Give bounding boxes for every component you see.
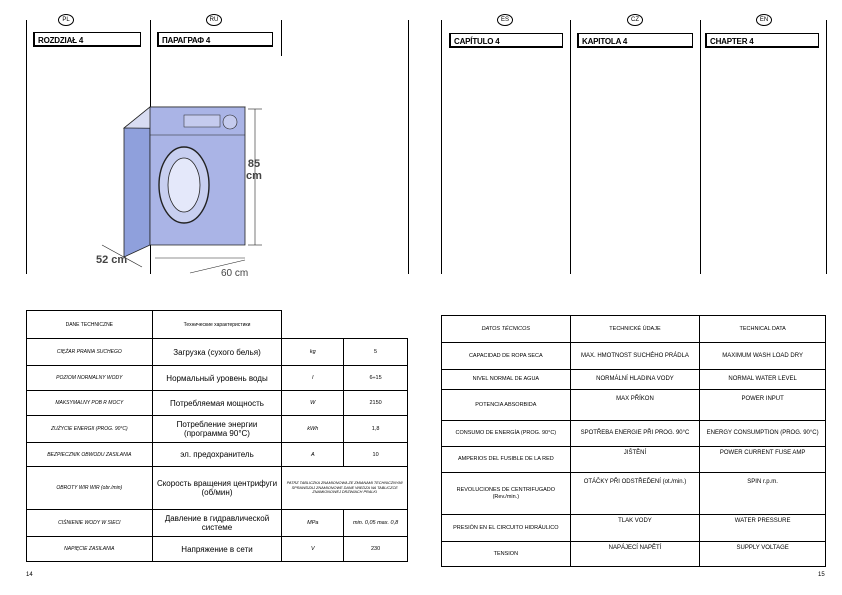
row-label-es: POTENCIA ABSORBIDA (442, 390, 571, 421)
program-knob (223, 115, 237, 129)
chapter-title-ru: ПАРАГРАФ 4 (157, 32, 273, 47)
technical-data-table-es-cz-en (441, 315, 826, 567)
technical-data-table-pl-ru (26, 310, 408, 562)
spin-rating-plate-note: PATRZ TABLICZKA ZNAMIONOWA ZE ZMIANAMI TECHNICZNYMI SPRAWDZAJ ZNAMIONOWE DANE WIEDZA NA TABLICZCE ZNAMIONOWEJ DRZWIACH PRALKI (282, 467, 408, 510)
row-label-ru: Нормальный уровень воды (152, 366, 282, 391)
row-label-pl: CIĘŻAR PRANIA SUCHEGO (27, 339, 153, 366)
row-label-en: POWER INPUT (700, 390, 826, 421)
height-dimension-label: 85 cm (246, 158, 262, 182)
chapter-title-cz: KAPITOLA 4 (577, 33, 693, 48)
row-label-en: SUPPLY VOLTAGE (700, 542, 826, 567)
row-label-es: CAPACIDAD DE ROPA SECA (442, 343, 571, 370)
row-label-es: PRESIÓN EN EL CIRCUITO HIDRÁULICO (442, 515, 571, 542)
lang-badge-cz: CZ (627, 14, 643, 26)
table-row (442, 390, 826, 421)
row-label-es: CONSUMO DE ENERGÍA (PROG. 90°C) (442, 421, 571, 447)
depth-dimension-label: 52 cm (96, 254, 128, 266)
row-label-pl: BEZPIECZNIK OBWODU ZASILANIA (27, 443, 153, 467)
row-unit: l (282, 366, 344, 391)
row-label-ru: Потребляемая мощность (152, 391, 282, 416)
row-label-cz: OTÁČKY PŘI ODSTŘEĎENÍ (ot./min.) (570, 473, 700, 515)
row-label-pl: NAPIĘCIE ZASILANIA (27, 537, 153, 562)
table-row (27, 391, 408, 416)
header-pl: DANE TECHNICZNE (27, 311, 153, 339)
width-dimension-label: 60 cm (221, 268, 249, 279)
row-label-cz: SPOTŘEBA ENERGIE PŘI PROG. 90°C (570, 421, 700, 447)
row-value: 6÷15 (344, 366, 408, 391)
row-unit: kWh (282, 416, 344, 443)
row-label-ru: Скорость вращения центрифуги (об/мин) (152, 467, 282, 510)
lang-badge-ru: RU (206, 14, 222, 26)
row-label-cz: MAX. HMOTNOST SUCHÉHO PRÁDLA (570, 343, 700, 370)
table-row (27, 339, 408, 366)
row-label-pl: OBROTY WIR WIR (obr./min) (27, 467, 153, 510)
row-label-ru: Напряжение в сети (152, 537, 282, 562)
header-en: TECHNICAL DATA (700, 316, 826, 343)
row-value: 5 (344, 339, 408, 366)
row-unit: MPa (282, 510, 344, 537)
row-label-en: ENERGY CONSUMPTION (PROG. 90°C) (700, 421, 826, 447)
row-value: 230 (344, 537, 408, 562)
row-value: 2150 (344, 391, 408, 416)
row-label-en: POWER CURRENT FUSE AMP (700, 447, 826, 473)
table-row (442, 515, 826, 542)
row-label-en: SPIN r.p.m. (700, 473, 826, 515)
row-label-es: NIVEL NORMAL DE AGUA (442, 370, 571, 390)
lang-badge-en: EN (756, 14, 772, 26)
row-label-es: REVOLUCIONES DE CENTRIFUGADO (Rev./min.) (442, 473, 571, 515)
row-label-cz: TLAK VODY (570, 515, 700, 542)
row-label-ru: Загрузка (сухого белья) (152, 339, 282, 366)
row-label-es: TENSION (442, 542, 571, 567)
lang-badge-es: ES (497, 14, 513, 26)
row-label-pl: POZIOM NORMALNY WODY (27, 366, 153, 391)
table-row (27, 467, 408, 510)
row-value: 1,8 (344, 416, 408, 443)
table-row (27, 510, 408, 537)
table-row (442, 473, 826, 515)
row-label-cz: JIŠTĚNÍ (570, 447, 700, 473)
lang-badge-pl: PL (58, 14, 74, 26)
table-row (442, 447, 826, 473)
row-label-ru: эл. предохранитель (152, 443, 282, 467)
row-label-es: AMPERIOS DEL FUSIBLE DE LA RED (442, 447, 571, 473)
page-number-right: 15 (818, 572, 825, 578)
table-row (27, 416, 408, 443)
header-cz: TECHNICKÉ ÚDAJE (570, 316, 700, 343)
row-label-ru: Давление в гидравлической системе (152, 510, 282, 537)
row-unit: W (282, 391, 344, 416)
row-label-cz: NORMÁLNÍ HLADINA VODY (570, 370, 700, 390)
table-row (442, 421, 826, 447)
row-label-cz: NAPÁJECÍ NAPĚTÍ (570, 542, 700, 567)
table-row (442, 542, 826, 567)
table-row (442, 343, 826, 370)
row-label-pl: ZUŻYCIE ENERGII (PROG. 90°C) (27, 416, 153, 443)
header-es: DATOS TÉCNICOS (442, 316, 571, 343)
table-row (27, 366, 408, 391)
row-label-pl: MAKSYMALNY POB R MOCY (27, 391, 153, 416)
row-label-ru: Потребление энергии (программа 90°C) (152, 416, 282, 443)
row-value: 10 (344, 443, 408, 467)
header-ru: Технические характеристики (152, 311, 282, 339)
row-unit: V (282, 537, 344, 562)
row-label-en: NORMAL WATER LEVEL (700, 370, 826, 390)
chapter-title-es: CAPÍTULO 4 (449, 33, 563, 48)
table-row (27, 537, 408, 562)
machine-side-panel (124, 107, 150, 257)
chapter-title-pl: ROZDZIAŁ 4 (33, 32, 141, 47)
table-row (442, 370, 826, 390)
page-number-left: 14 (26, 572, 33, 578)
table-row (27, 443, 408, 467)
row-unit: A (282, 443, 344, 467)
detergent-drawer (184, 115, 220, 127)
chapter-title-en: CHAPTER 4 (705, 33, 819, 48)
row-label-en: MAXIMUM WASH LOAD DRY (700, 343, 826, 370)
row-unit: kg (282, 339, 344, 366)
row-label-pl: CIŚNIENIE WODY W SIECI (27, 510, 153, 537)
row-label-en: WATER PRESSURE (700, 515, 826, 542)
row-value: min. 0,05 max. 0,8 (344, 510, 408, 537)
row-label-cz: MAX PŘÍKON (570, 390, 700, 421)
